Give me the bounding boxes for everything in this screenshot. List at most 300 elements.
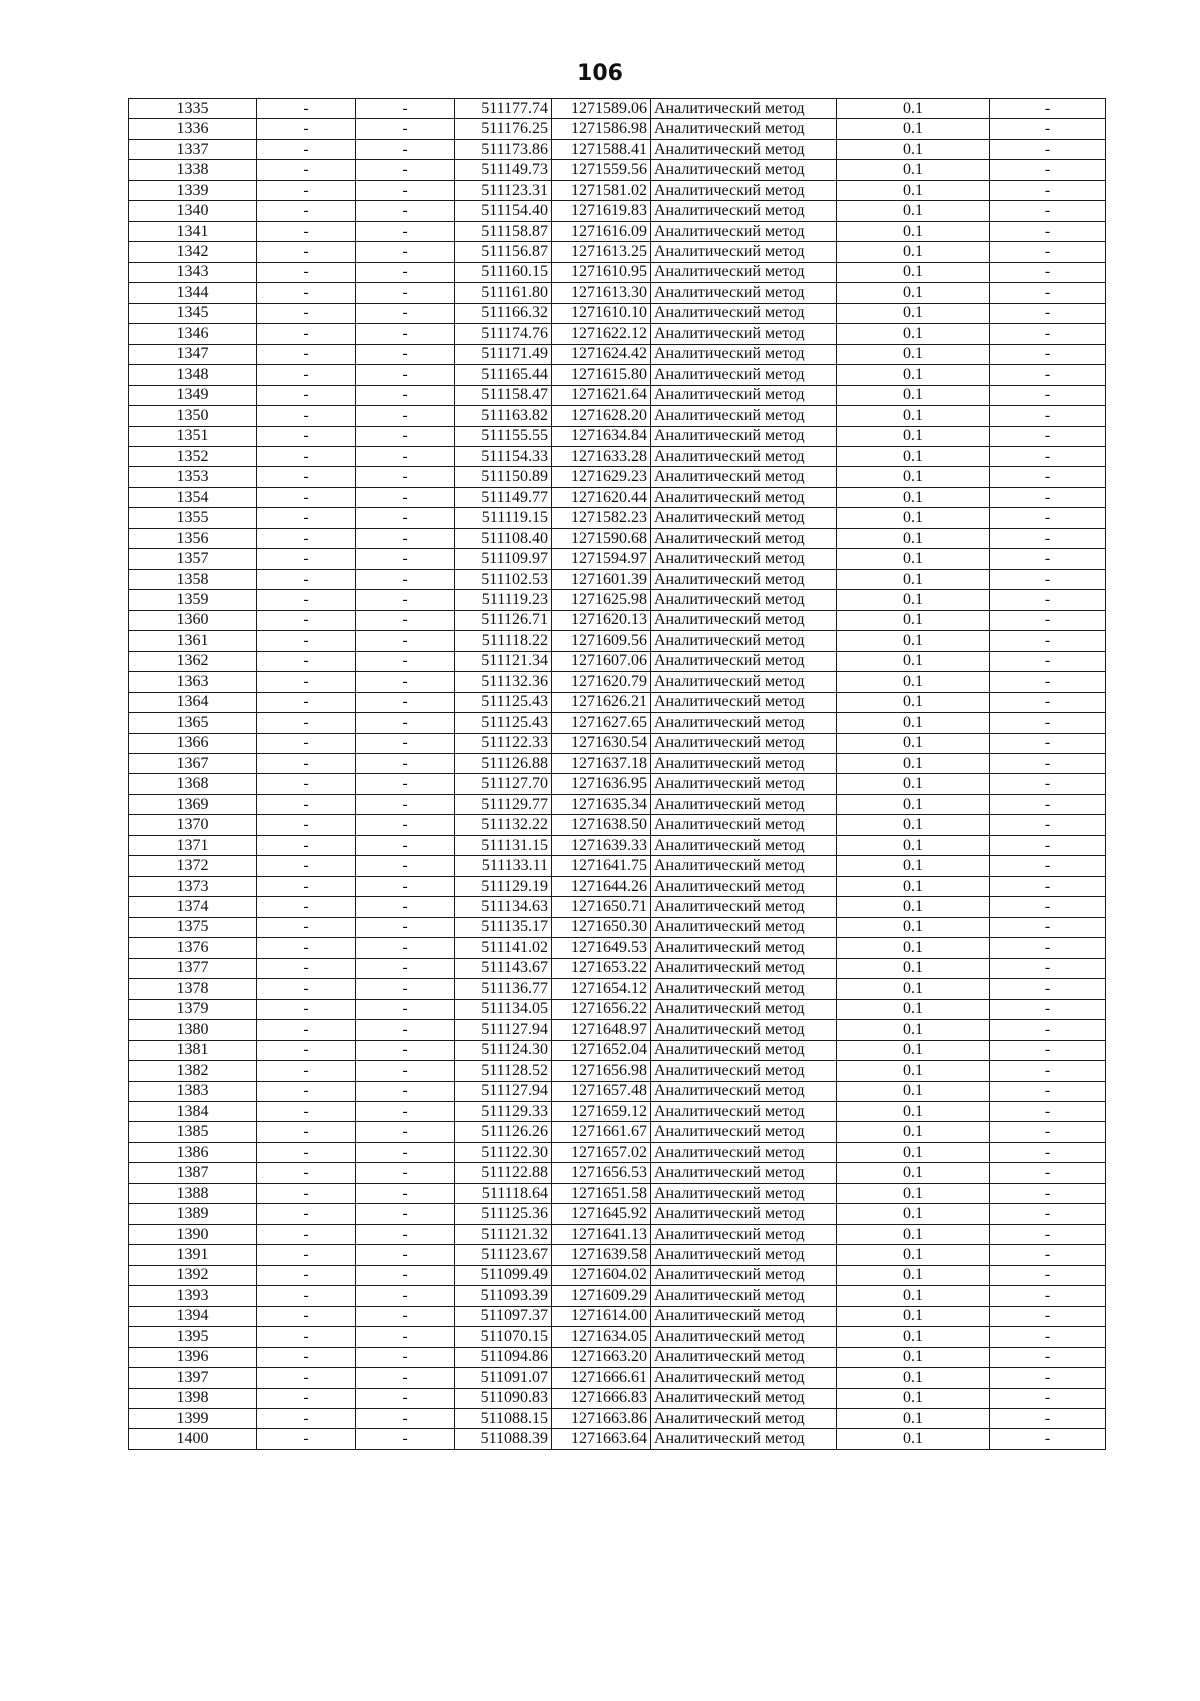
old-y-cell: - [356, 1327, 455, 1347]
method-cell: Аналитический метод [651, 1163, 837, 1183]
x-coordinate-cell: 511088.15 [455, 1409, 552, 1429]
note-cell: - [990, 160, 1106, 180]
y-coordinate-cell: 1271581.02 [552, 180, 651, 200]
old-x-cell: - [257, 344, 356, 364]
table-row [129, 1020, 1106, 1040]
x-coordinate-cell: 511134.63 [455, 897, 552, 917]
point-number-cell: 1364 [129, 692, 257, 712]
method-cell: Аналитический метод [651, 467, 837, 487]
old-x-cell: - [257, 1061, 356, 1081]
accuracy-cell: 0.1 [837, 1142, 990, 1162]
old-y-cell: - [356, 283, 455, 303]
note-cell: - [990, 1204, 1106, 1224]
old-y-cell: - [356, 897, 455, 917]
y-coordinate-cell: 1271614.00 [552, 1306, 651, 1326]
y-coordinate-cell: 1271589.06 [552, 99, 651, 119]
note-cell: - [990, 754, 1106, 774]
method-cell: Аналитический метод [651, 897, 837, 917]
table-row [129, 631, 1106, 651]
accuracy-cell: 0.1 [837, 1020, 990, 1040]
point-number-cell: 1374 [129, 897, 257, 917]
old-x-cell: - [257, 651, 356, 671]
old-x-cell: - [257, 303, 356, 323]
accuracy-cell: 0.1 [837, 897, 990, 917]
table-row [129, 1245, 1106, 1265]
method-cell: Аналитический метод [651, 242, 837, 262]
table-row [129, 1101, 1106, 1121]
x-coordinate-cell: 511150.89 [455, 467, 552, 487]
y-coordinate-cell: 1271590.68 [552, 528, 651, 548]
x-coordinate-cell: 511156.87 [455, 242, 552, 262]
method-cell: Аналитический метод [651, 180, 837, 200]
y-coordinate-cell: 1271644.26 [552, 876, 651, 896]
point-number-cell: 1389 [129, 1204, 257, 1224]
accuracy-cell: 0.1 [837, 590, 990, 610]
method-cell: Аналитический метод [651, 692, 837, 712]
old-y-cell: - [356, 262, 455, 282]
table-row [129, 303, 1106, 323]
old-x-cell: - [257, 958, 356, 978]
accuracy-cell: 0.1 [837, 1204, 990, 1224]
table-row [129, 467, 1106, 487]
old-x-cell: - [257, 733, 356, 753]
accuracy-cell: 0.1 [837, 365, 990, 385]
y-coordinate-cell: 1271659.12 [552, 1101, 651, 1121]
x-coordinate-cell: 511124.30 [455, 1040, 552, 1060]
accuracy-cell: 0.1 [837, 1347, 990, 1367]
x-coordinate-cell: 511119.23 [455, 590, 552, 610]
old-x-cell: - [257, 201, 356, 221]
note-cell: - [990, 1163, 1106, 1183]
point-number-cell: 1354 [129, 487, 257, 507]
point-number-cell: 1337 [129, 139, 257, 159]
old-y-cell: - [356, 631, 455, 651]
method-cell: Аналитический метод [651, 1081, 837, 1101]
note-cell: - [990, 242, 1106, 262]
y-coordinate-cell: 1271615.80 [552, 365, 651, 385]
note-cell: - [990, 631, 1106, 651]
table-row [129, 1183, 1106, 1203]
y-coordinate-cell: 1271653.22 [552, 958, 651, 978]
old-x-cell: - [257, 1081, 356, 1101]
y-coordinate-cell: 1271559.56 [552, 160, 651, 180]
accuracy-cell: 0.1 [837, 324, 990, 344]
table-row [129, 344, 1106, 364]
method-cell: Аналитический метод [651, 815, 837, 835]
note-cell: - [990, 1286, 1106, 1306]
y-coordinate-cell: 1271663.64 [552, 1429, 651, 1449]
table-row [129, 426, 1106, 446]
old-y-cell: - [356, 487, 455, 507]
old-x-cell: - [257, 487, 356, 507]
accuracy-cell: 0.1 [837, 201, 990, 221]
note-cell: - [990, 1347, 1106, 1367]
point-number-cell: 1346 [129, 324, 257, 344]
old-y-cell: - [356, 139, 455, 159]
accuracy-cell: 0.1 [837, 385, 990, 405]
point-number-cell: 1357 [129, 549, 257, 569]
table-row [129, 406, 1106, 426]
method-cell: Аналитический метод [651, 119, 837, 139]
x-coordinate-cell: 511129.77 [455, 794, 552, 814]
method-cell: Аналитический метод [651, 1245, 837, 1265]
method-cell: Аналитический метод [651, 201, 837, 221]
method-cell: Аналитический метод [651, 733, 837, 753]
table-row [129, 139, 1106, 159]
y-coordinate-cell: 1271657.48 [552, 1081, 651, 1101]
note-cell: - [990, 1020, 1106, 1040]
old-y-cell: - [356, 856, 455, 876]
point-number-cell: 1396 [129, 1347, 257, 1367]
method-cell: Аналитический метод [651, 1306, 837, 1326]
accuracy-cell: 0.1 [837, 262, 990, 282]
table-row [129, 713, 1106, 733]
y-coordinate-cell: 1271639.58 [552, 1245, 651, 1265]
x-coordinate-cell: 511176.25 [455, 119, 552, 139]
method-cell: Аналитический метод [651, 160, 837, 180]
old-y-cell: - [356, 754, 455, 774]
old-x-cell: - [257, 692, 356, 712]
old-y-cell: - [356, 1142, 455, 1162]
table-row [129, 1224, 1106, 1244]
method-cell: Аналитический метод [651, 610, 837, 630]
old-x-cell: - [257, 508, 356, 528]
method-cell: Аналитический метод [651, 1409, 837, 1429]
old-x-cell: - [257, 815, 356, 835]
y-coordinate-cell: 1271610.95 [552, 262, 651, 282]
old-y-cell: - [356, 1368, 455, 1388]
old-x-cell: - [257, 1020, 356, 1040]
old-x-cell: - [257, 631, 356, 651]
y-coordinate-cell: 1271650.71 [552, 897, 651, 917]
y-coordinate-cell: 1271586.98 [552, 119, 651, 139]
table-row [129, 938, 1106, 958]
method-cell: Аналитический метод [651, 1429, 837, 1449]
old-y-cell: - [356, 876, 455, 896]
y-coordinate-cell: 1271634.05 [552, 1327, 651, 1347]
old-y-cell: - [356, 406, 455, 426]
method-cell: Аналитический метод [651, 979, 837, 999]
old-y-cell: - [356, 713, 455, 733]
point-number-cell: 1376 [129, 938, 257, 958]
old-y-cell: - [356, 938, 455, 958]
x-coordinate-cell: 511109.97 [455, 549, 552, 569]
table-row [129, 1388, 1106, 1408]
old-x-cell: - [257, 754, 356, 774]
accuracy-cell: 0.1 [837, 1368, 990, 1388]
y-coordinate-cell: 1271641.75 [552, 856, 651, 876]
y-coordinate-cell: 1271648.97 [552, 1020, 651, 1040]
method-cell: Аналитический метод [651, 590, 837, 610]
point-number-cell: 1400 [129, 1429, 257, 1449]
y-coordinate-cell: 1271663.86 [552, 1409, 651, 1429]
x-coordinate-cell: 511165.44 [455, 365, 552, 385]
table-row [129, 1409, 1106, 1429]
old-x-cell: - [257, 324, 356, 344]
accuracy-cell: 0.1 [837, 856, 990, 876]
x-coordinate-cell: 511122.30 [455, 1142, 552, 1162]
method-cell: Аналитический метод [651, 794, 837, 814]
point-number-cell: 1341 [129, 221, 257, 241]
accuracy-cell: 0.1 [837, 1429, 990, 1449]
x-coordinate-cell: 511102.53 [455, 569, 552, 589]
point-number-cell: 1397 [129, 1368, 257, 1388]
x-coordinate-cell: 511141.02 [455, 938, 552, 958]
method-cell: Аналитический метод [651, 221, 837, 241]
accuracy-cell: 0.1 [837, 99, 990, 119]
old-x-cell: - [257, 160, 356, 180]
note-cell: - [990, 1061, 1106, 1081]
old-y-cell: - [356, 1183, 455, 1203]
method-cell: Аналитический метод [651, 508, 837, 528]
old-y-cell: - [356, 1122, 455, 1142]
method-cell: Аналитический метод [651, 569, 837, 589]
y-coordinate-cell: 1271656.53 [552, 1163, 651, 1183]
note-cell: - [990, 180, 1106, 200]
old-x-cell: - [257, 590, 356, 610]
note-cell: - [990, 835, 1106, 855]
old-y-cell: - [356, 508, 455, 528]
accuracy-cell: 0.1 [837, 979, 990, 999]
old-x-cell: - [257, 917, 356, 937]
point-number-cell: 1382 [129, 1061, 257, 1081]
point-number-cell: 1388 [129, 1183, 257, 1203]
y-coordinate-cell: 1271634.84 [552, 426, 651, 446]
old-y-cell: - [356, 1388, 455, 1408]
accuracy-cell: 0.1 [837, 446, 990, 466]
x-coordinate-cell: 511134.05 [455, 999, 552, 1019]
old-x-cell: - [257, 1368, 356, 1388]
table-row [129, 324, 1106, 344]
old-y-cell: - [356, 1061, 455, 1081]
old-x-cell: - [257, 774, 356, 794]
table-row [129, 160, 1106, 180]
old-x-cell: - [257, 1409, 356, 1429]
note-cell: - [990, 1245, 1106, 1265]
accuracy-cell: 0.1 [837, 610, 990, 630]
old-x-cell: - [257, 549, 356, 569]
accuracy-cell: 0.1 [837, 1265, 990, 1285]
table-row [129, 774, 1106, 794]
method-cell: Аналитический метод [651, 1101, 837, 1121]
y-coordinate-cell: 1271621.64 [552, 385, 651, 405]
old-x-cell: - [257, 1204, 356, 1224]
old-y-cell: - [356, 1204, 455, 1224]
accuracy-cell: 0.1 [837, 160, 990, 180]
point-number-cell: 1367 [129, 754, 257, 774]
y-coordinate-cell: 1271637.18 [552, 754, 651, 774]
x-coordinate-cell: 511094.86 [455, 1347, 552, 1367]
table-row [129, 385, 1106, 405]
x-coordinate-cell: 511155.55 [455, 426, 552, 446]
table-row [129, 897, 1106, 917]
old-y-cell: - [356, 324, 455, 344]
note-cell: - [990, 324, 1106, 344]
y-coordinate-cell: 1271638.50 [552, 815, 651, 835]
table-row [129, 1204, 1106, 1224]
y-coordinate-cell: 1271666.61 [552, 1368, 651, 1388]
point-number-cell: 1375 [129, 917, 257, 937]
table-row [129, 569, 1106, 589]
note-cell: - [990, 999, 1106, 1019]
point-number-cell: 1371 [129, 835, 257, 855]
old-x-cell: - [257, 1224, 356, 1244]
old-y-cell: - [356, 917, 455, 937]
y-coordinate-cell: 1271649.53 [552, 938, 651, 958]
table-row [129, 487, 1106, 507]
table-row [129, 590, 1106, 610]
x-coordinate-cell: 511119.15 [455, 508, 552, 528]
point-number-cell: 1383 [129, 1081, 257, 1101]
table-row [129, 508, 1106, 528]
x-coordinate-cell: 511177.74 [455, 99, 552, 119]
x-coordinate-cell: 511125.36 [455, 1204, 552, 1224]
y-coordinate-cell: 1271613.25 [552, 242, 651, 262]
y-coordinate-cell: 1271645.92 [552, 1204, 651, 1224]
x-coordinate-cell: 511093.39 [455, 1286, 552, 1306]
table-row [129, 242, 1106, 262]
point-number-cell: 1391 [129, 1245, 257, 1265]
x-coordinate-cell: 511143.67 [455, 958, 552, 978]
x-coordinate-cell: 511173.86 [455, 139, 552, 159]
y-coordinate-cell: 1271622.12 [552, 324, 651, 344]
note-cell: - [990, 1101, 1106, 1121]
old-y-cell: - [356, 528, 455, 548]
coordinates-table [128, 98, 1106, 1450]
method-cell: Аналитический метод [651, 1142, 837, 1162]
old-x-cell: - [257, 119, 356, 139]
accuracy-cell: 0.1 [837, 835, 990, 855]
old-y-cell: - [356, 1306, 455, 1326]
x-coordinate-cell: 511070.15 [455, 1327, 552, 1347]
x-coordinate-cell: 511154.33 [455, 446, 552, 466]
y-coordinate-cell: 1271635.34 [552, 794, 651, 814]
table-row [129, 1347, 1106, 1367]
note-cell: - [990, 590, 1106, 610]
accuracy-cell: 0.1 [837, 917, 990, 937]
old-y-cell: - [356, 1265, 455, 1285]
note-cell: - [990, 1040, 1106, 1060]
old-y-cell: - [356, 672, 455, 692]
method-cell: Аналитический метод [651, 1061, 837, 1081]
x-coordinate-cell: 511125.43 [455, 692, 552, 712]
x-coordinate-cell: 511129.33 [455, 1101, 552, 1121]
old-y-cell: - [356, 958, 455, 978]
old-x-cell: - [257, 1040, 356, 1060]
y-coordinate-cell: 1271651.58 [552, 1183, 651, 1203]
x-coordinate-cell: 511118.22 [455, 631, 552, 651]
note-cell: - [990, 467, 1106, 487]
accuracy-cell: 0.1 [837, 876, 990, 896]
table-row [129, 856, 1106, 876]
accuracy-cell: 0.1 [837, 1183, 990, 1203]
y-coordinate-cell: 1271657.02 [552, 1142, 651, 1162]
note-cell: - [990, 1306, 1106, 1326]
old-x-cell: - [257, 426, 356, 446]
old-x-cell: - [257, 713, 356, 733]
point-number-cell: 1373 [129, 876, 257, 896]
y-coordinate-cell: 1271627.65 [552, 713, 651, 733]
old-x-cell: - [257, 180, 356, 200]
table-row [129, 119, 1106, 139]
point-number-cell: 1352 [129, 446, 257, 466]
method-cell: Аналитический метод [651, 835, 837, 855]
old-x-cell: - [257, 1101, 356, 1121]
y-coordinate-cell: 1271652.04 [552, 1040, 651, 1060]
x-coordinate-cell: 511174.76 [455, 324, 552, 344]
y-coordinate-cell: 1271656.98 [552, 1061, 651, 1081]
old-x-cell: - [257, 1429, 356, 1449]
accuracy-cell: 0.1 [837, 815, 990, 835]
x-coordinate-cell: 511136.77 [455, 979, 552, 999]
accuracy-cell: 0.1 [837, 958, 990, 978]
point-number-cell: 1370 [129, 815, 257, 835]
method-cell: Аналитический метод [651, 99, 837, 119]
old-y-cell: - [356, 1347, 455, 1367]
accuracy-cell: 0.1 [837, 139, 990, 159]
old-y-cell: - [356, 385, 455, 405]
note-cell: - [990, 99, 1106, 119]
method-cell: Аналитический метод [651, 283, 837, 303]
point-number-cell: 1359 [129, 590, 257, 610]
note-cell: - [990, 549, 1106, 569]
y-coordinate-cell: 1271636.95 [552, 774, 651, 794]
point-number-cell: 1360 [129, 610, 257, 630]
old-x-cell: - [257, 1327, 356, 1347]
x-coordinate-cell: 511161.80 [455, 283, 552, 303]
note-cell: - [990, 856, 1106, 876]
note-cell: - [990, 938, 1106, 958]
accuracy-cell: 0.1 [837, 569, 990, 589]
method-cell: Аналитический метод [651, 1347, 837, 1367]
note-cell: - [990, 794, 1106, 814]
table-row [129, 1142, 1106, 1162]
old-y-cell: - [356, 303, 455, 323]
accuracy-cell: 0.1 [837, 774, 990, 794]
old-x-cell: - [257, 1347, 356, 1367]
table-row [129, 1286, 1106, 1306]
table-row [129, 794, 1106, 814]
method-cell: Аналитический метод [651, 303, 837, 323]
old-x-cell: - [257, 569, 356, 589]
note-cell: - [990, 1409, 1106, 1429]
table-row [129, 549, 1106, 569]
point-number-cell: 1353 [129, 467, 257, 487]
x-coordinate-cell: 511108.40 [455, 528, 552, 548]
x-coordinate-cell: 511099.49 [455, 1265, 552, 1285]
old-y-cell: - [356, 446, 455, 466]
method-cell: Аналитический метод [651, 1224, 837, 1244]
y-coordinate-cell: 1271588.41 [552, 139, 651, 159]
table-row [129, 99, 1106, 119]
note-cell: - [990, 1081, 1106, 1101]
method-cell: Аналитический метод [651, 139, 837, 159]
note-cell: - [990, 385, 1106, 405]
accuracy-cell: 0.1 [837, 1306, 990, 1326]
x-coordinate-cell: 511158.87 [455, 221, 552, 241]
old-x-cell: - [257, 1265, 356, 1285]
point-number-cell: 1368 [129, 774, 257, 794]
table-row [129, 692, 1106, 712]
point-number-cell: 1363 [129, 672, 257, 692]
point-number-cell: 1344 [129, 283, 257, 303]
old-y-cell: - [356, 590, 455, 610]
x-coordinate-cell: 511160.15 [455, 262, 552, 282]
old-x-cell: - [257, 1388, 356, 1408]
old-x-cell: - [257, 610, 356, 630]
old-x-cell: - [257, 1183, 356, 1203]
coordinates-table-body [129, 99, 1106, 1450]
